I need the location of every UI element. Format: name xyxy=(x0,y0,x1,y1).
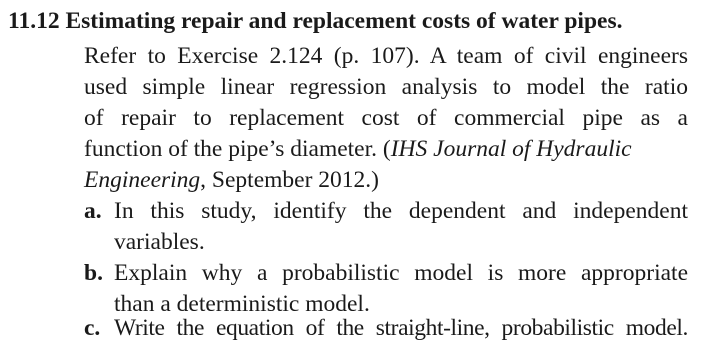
part-a-line-2: variables. xyxy=(114,229,205,255)
body-line-4 xyxy=(84,135,632,163)
part-c-label: c. xyxy=(84,315,101,341)
body-line-4-text: function of the pipe’s diameter. ( xyxy=(84,136,391,162)
part-a-line-1: In this study, identify the dependent and independent xyxy=(114,198,688,224)
journal-title-part2: Engineering xyxy=(84,167,201,193)
exercise-heading xyxy=(8,7,622,35)
exercise-number: 11.12 xyxy=(8,8,60,34)
exercise-title: Estimating repair and replacement costs of water pipes. xyxy=(65,8,623,34)
body-line-5 xyxy=(84,166,379,194)
part-b-line-1: Explain why a probabilistic model is more appropriate xyxy=(114,260,688,286)
journal-title-part1: IHS Journal of Hydraulic xyxy=(390,136,632,162)
part-b-line-2: than a deterministic model. xyxy=(114,291,370,317)
part-b-label: b. xyxy=(84,260,103,286)
body-line-3: of repair to replacement cost of commercial pipe as a xyxy=(84,105,688,131)
body-line-2: used simple linear regression analysis to model the ratio xyxy=(84,74,688,100)
citation-tail: , September 2012.) xyxy=(200,167,379,193)
part-a-label: a. xyxy=(84,198,102,224)
part-c-line-1: Write the equation of the straight-line, probabilistic model. xyxy=(114,315,688,341)
body-line-1: Refer to Exercise 2.124 (p. 107). A team of civil engineers xyxy=(84,43,688,69)
